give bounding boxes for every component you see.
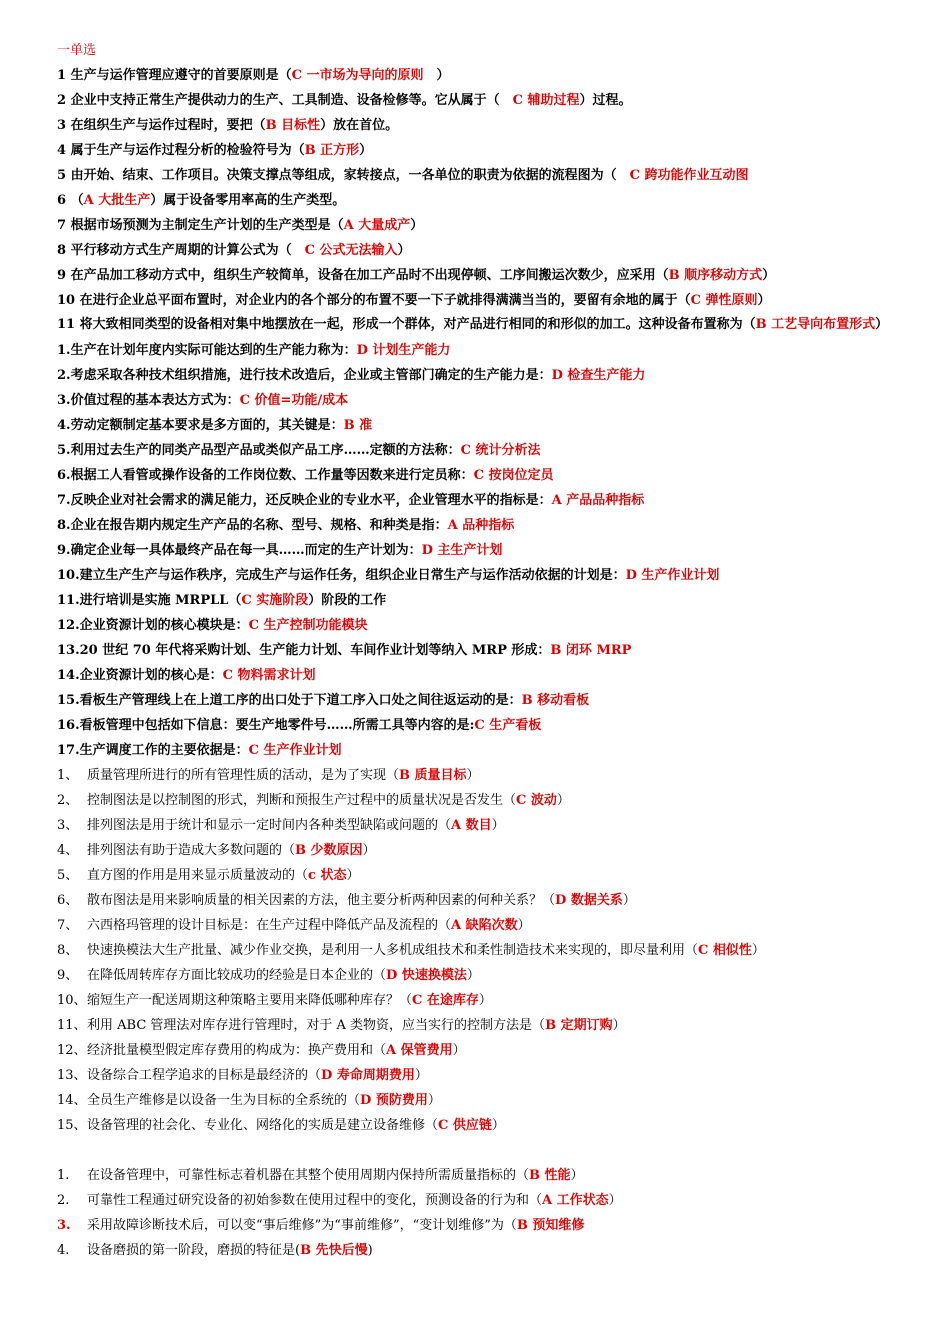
question-suffix: ） [751,943,765,958]
question-number: 2. [57,1193,70,1208]
question-number: 1、 [57,768,79,783]
question-suffix: ） [362,843,376,858]
question-number: 3、 [57,818,79,833]
section-gap [57,1138,922,1163]
question-suffix: ） [346,868,360,883]
question-line [57,688,922,713]
answer-text: B 目标性 [265,118,321,133]
question-text: 直方图的作用是用来显示质量波动的（ [87,868,309,883]
answer-text: B 先快后慢 [300,1243,368,1258]
question-suffix: ） [556,793,570,808]
question-text: 12.企业资源计划的核心模块是： [57,618,249,633]
question-text: 设备管理的社会化、专业化、网络化的实质是建立设备维修（ [87,1118,439,1133]
answer-text: A 缺陷次数 [451,918,518,933]
question-suffix: ） [612,1018,626,1033]
question-suffix: ） [570,1168,584,1183]
question-suffix: ） [491,818,505,833]
question-text: 5 由开始、结束、工作项目。决策支撑点等组成，家转接点，一各单位的职责为依据的流程图为（ [57,168,630,183]
question-text: 7 根据市场预测为主制定生产计划的生产类型是（ [57,218,344,233]
question-number: 14、 [57,1093,87,1108]
question-line [57,513,922,538]
question-suffix: ） [491,1118,505,1133]
answer-text: B 定期订购 [545,1018,613,1033]
answer-text: C 生产看板 [474,718,542,733]
question-line [57,463,922,488]
question-line [57,113,922,138]
question-suffix: ）放在首位。 [320,118,399,133]
question-number: 15、 [57,1118,87,1133]
question-text: 设备磨损的第一阶段，磨损的特征是( [87,1243,301,1258]
question-suffix: ） [397,243,411,258]
question-text: 11.进行培训是实施 MRPLL（ [57,593,242,608]
answer-text: A 产品品种指标 [551,493,645,508]
question-text: 六西格玛管理的设计目标是：在生产过程中降低产品及流程的（ [87,918,452,933]
question-text: 控制图法是以控制图的形式，判断和预报生产过程中的质量状况是否发生（ [87,793,517,808]
answer-text: C 弹性原则 [690,293,758,308]
question-number: 2、 [57,793,79,808]
question-text: 10.建立生产生产与运作秩序，完成生产与运作任务，组织企业日常生产与运作活动依据的计划是： [57,568,626,583]
question-line [57,863,922,888]
question-number: 7、 [57,918,79,933]
section-single-choice-4 [57,1163,922,1263]
question-text: 6.根据工人看管或操作设备的工作岗位数、工作量等因数来进行定员称： [57,468,474,483]
question-text: 7.反映企业对社会需求的满足能力，还反映企业的专业水平，企业管理水平的指标是： [57,493,552,508]
question-text: 13.20 世纪 70 年代将采购计划、生产能力计划、车间作业计划等纳入 MRP 形成： [57,643,551,658]
answer-text: D 快速换模法 [386,968,467,983]
question-number: 5、 [57,868,79,883]
question-line [57,763,922,788]
question-number: 4. [57,1243,70,1258]
question-suffix: ） [622,893,636,908]
question-suffix: ） [757,293,771,308]
question-suffix: ） [359,143,373,158]
question-text: 9 在产品加工移动方式中，组织生产较简单，设备在加工产品时不出现停顿、工序间搬运次数少，应采用（ [57,268,669,283]
question-line [57,1163,922,1188]
question-text: 14.企业资源计划的核心是： [57,668,223,683]
answer-text: C 一市场为导向的原则 [291,68,424,83]
answer-text: C 价值=功能/成本 [239,393,349,408]
question-line [57,638,922,663]
question-line [57,363,922,388]
question-line [57,913,922,938]
section-single-choice-3 [57,763,922,1138]
answer-text: D 检查生产能力 [551,368,646,383]
question-line [57,163,922,188]
answer-text: B 预知维修 [516,1218,585,1233]
question-text: 采用故障诊断技术后，可以变“事后维修”为“事前维修”，“变计划维修”为（ [87,1218,517,1233]
question-text: 8.企业在报告期内规定生产产品的名称、型号、规格、和种类是指： [57,518,448,533]
question-text: 快速换模法大生产批量、减少作业交换，是利用一人多机成组技术和柔性制造技术来实现的，即尽量利用（ [87,943,699,958]
question-text: 16.看板管理中包括如下信息：要生产地零件号……所需工具等内容的是: [57,718,475,733]
answer-text: C 波动 [516,793,557,808]
question-text: 1 生产与运作管理应遵守的首要原则是（ [57,68,292,83]
question-suffix: ) [367,1243,373,1258]
question-number: 10、 [57,993,87,1008]
question-suffix: ） [517,918,531,933]
answer-text: B 性能 [529,1168,571,1183]
question-text: 缩短生产一配送周期这种策略主要用来降低哪种库存？（ [87,993,413,1008]
question-line [57,588,922,613]
question-line [57,1088,922,1113]
answer-text: C 辅助过程 [512,93,580,108]
question-text: 2 企业中支持正常生产提供动力的生产、工具制造、设备检修等。它从属于（ [57,93,513,108]
question-line [57,288,922,313]
question-line [57,1113,922,1138]
question-line [57,63,922,88]
question-line [57,88,922,113]
answer-text: D 生产作业计划 [625,568,720,583]
question-text: 11 将大致相同类型的设备相对集中地摆放在一起，形成一个群体，对产品进行相同的和形似的加工。这种设备布置称为（ [57,317,756,332]
question-line [57,1063,922,1088]
question-suffix: ） [478,993,492,1008]
question-text: 1.生产在计划年度内实际可能达到的生产能力称为： [57,343,357,358]
question-line [57,488,922,513]
question-text: 17.生产调度工作的主要依据是： [57,743,249,758]
answer-text: C 生产控制功能模块 [248,618,368,633]
document-page [57,38,922,1263]
question-line [57,338,922,363]
question-number: 1. [57,1168,70,1183]
question-line [57,838,922,863]
question-text: 4 属于生产与运作过程分析的检验符号为（ [57,143,305,158]
question-number: 13、 [57,1068,87,1083]
answer-text: D 计划生产能力 [356,343,451,358]
answer-text: C 生产作业计划 [248,743,342,758]
question-line [57,663,922,688]
answer-text: B 正方形 [304,143,360,158]
question-line [57,1238,922,1263]
answer-text: B 工艺导向布置形式 [755,317,876,332]
question-suffix: ） [414,1068,428,1083]
answer-text: D 寿命周期费用 [321,1068,415,1083]
question-text: 经济批量模型假定库存费用的构成为：换产费用和（ [87,1043,387,1058]
answer-text: B 闭环 MRP [550,643,632,658]
section-heading: 一单选 [57,43,97,58]
question-line [57,1013,922,1038]
question-line [57,938,922,963]
question-text: 排列图法有助于造成大多数问题的（ [87,843,296,858]
question-text: 在设备管理中，可靠性标志着机器在其整个使用周期内保持所需质量指标的（ [87,1168,530,1183]
question-suffix: ） [608,1193,622,1208]
question-text: 质量管理所进行的所有管理性质的活动，是为了实现（ [87,768,400,783]
section-single-choice-1 [57,63,922,338]
question-line [57,788,922,813]
question-text: 9.确定企业每一具体最终产品在每一具……而定的生产计划为： [57,543,422,558]
question-text: 排列图法是用于统计和显示一定时间内各种类型缺陷或问题的（ [87,818,452,833]
question-text: 6 （ [57,193,84,208]
answer-text: c 状态 [308,868,347,883]
answer-text: C 物料需求计划 [222,668,316,683]
answer-text: A 品种指标 [447,518,515,533]
question-suffix: ） [466,968,480,983]
question-suffix: ） [875,317,889,332]
answer-text: A 大量成产 [343,218,411,233]
question-text: 散布图法是用来影响质量的相关因素的方法，他主要分析两种因素的何种关系？（ [87,893,556,908]
answer-text: C 在途库存 [412,993,479,1008]
question-text: 3.价值过程的基本表达方式为： [57,393,240,408]
question-suffix: ） [762,268,776,283]
question-number: 9、 [57,968,79,983]
answer-text: B 顺序移动方式 [668,268,763,283]
answer-text: D 主生产计划 [421,543,503,558]
question-line [57,1213,922,1238]
question-line [57,188,922,213]
question-number: 8、 [57,943,79,958]
question-suffix: ） [423,68,450,83]
answer-text: C 按岗位定员 [473,468,554,483]
question-line [57,313,922,338]
question-line [57,213,922,238]
answer-text: B 移动看板 [521,693,590,708]
answer-text: C 实施阶段 [241,593,309,608]
question-text: 4.劳动定额制定基本要求是多方面的，其关键是： [57,418,344,433]
answer-text: C 统计分析法 [460,443,541,458]
question-text: 全员生产维修是以设备一生为目标的全系统的（ [87,1093,361,1108]
question-line [57,388,922,413]
question-line [57,813,922,838]
question-line [57,538,922,563]
question-line [57,263,922,288]
answer-text: B 少数原因 [295,843,363,858]
question-text: 在降低周转库存方面比较成功的经验是日本企业的（ [87,968,387,983]
question-suffix: ） [410,218,424,233]
question-text: 15.看板生产管理线上在上道工序的出口处于下道工序入口处之间往返运动的是： [57,693,522,708]
answer-text: D 预防费用 [360,1093,428,1108]
question-suffix: ） [452,1043,466,1058]
question-text: 3 在组织生产与运作过程时，要把（ [57,118,266,133]
answer-text: A 工作状态 [542,1193,609,1208]
answer-text: B 质量目标 [399,768,467,783]
question-text: 可靠性工程通过研究设备的初始参数在使用过程中的变化，预测设备的行为和（ [87,1193,543,1208]
question-suffix: ）阶段的工作 [308,593,387,608]
question-text: 8 平行移动方式生产周期的计算公式为（ [57,243,305,258]
question-line [57,888,922,913]
question-number: 12、 [57,1043,87,1058]
question-text: 利用 ABC 管理法对库存进行管理时，对于 A 类物资，应当实行的控制方法是（ [87,1018,546,1033]
question-text: 设备综合工程学追求的目标是最经济的（ [87,1068,322,1083]
answer-text: A 数目 [451,818,492,833]
answer-text: C 跨功能作业互动图 [629,168,749,183]
question-suffix: ）过程。 [579,93,632,108]
question-line [57,988,922,1013]
answer-text: B 准 [343,418,373,433]
answer-text: C 供应链 [438,1118,492,1133]
question-line [57,1038,922,1063]
question-line [57,963,922,988]
question-line [57,613,922,638]
answer-text: C 相似性 [698,943,752,958]
question-suffix: ） [466,768,480,783]
question-suffix: ）属于设备零用率高的生产类型。 [150,193,346,208]
question-number: 3. [57,1218,71,1233]
answer-text: D 数据关系 [555,893,623,908]
question-number: 11、 [57,1018,87,1033]
question-suffix: ） [427,1093,441,1108]
question-line [57,1188,922,1213]
question-line [57,238,922,263]
question-line [57,413,922,438]
question-line [57,138,922,163]
answer-text: A 大批生产 [83,193,151,208]
answer-text: A 保管费用 [386,1043,453,1058]
question-text: 10 在进行企业总平面布置时，对企业内的各个部分的布置不要一下子就排得满满当当的，要留有余地的属于（ [57,293,691,308]
answer-text: C 公式无法输入 [304,243,398,258]
question-text: 2.考虑采取各种技术组织措施，进行技术改造后，企业或主管部门确定的生产能力是： [57,368,552,383]
section-single-choice-2 [57,338,922,763]
question-line [57,713,922,738]
question-line [57,738,922,763]
question-line [57,563,922,588]
question-line [57,438,922,463]
question-number: 4、 [57,843,79,858]
question-number: 6、 [57,893,79,908]
question-text: 5.利用过去生产的同类产品型产品或类似产品工序……定额的方法称： [57,443,461,458]
